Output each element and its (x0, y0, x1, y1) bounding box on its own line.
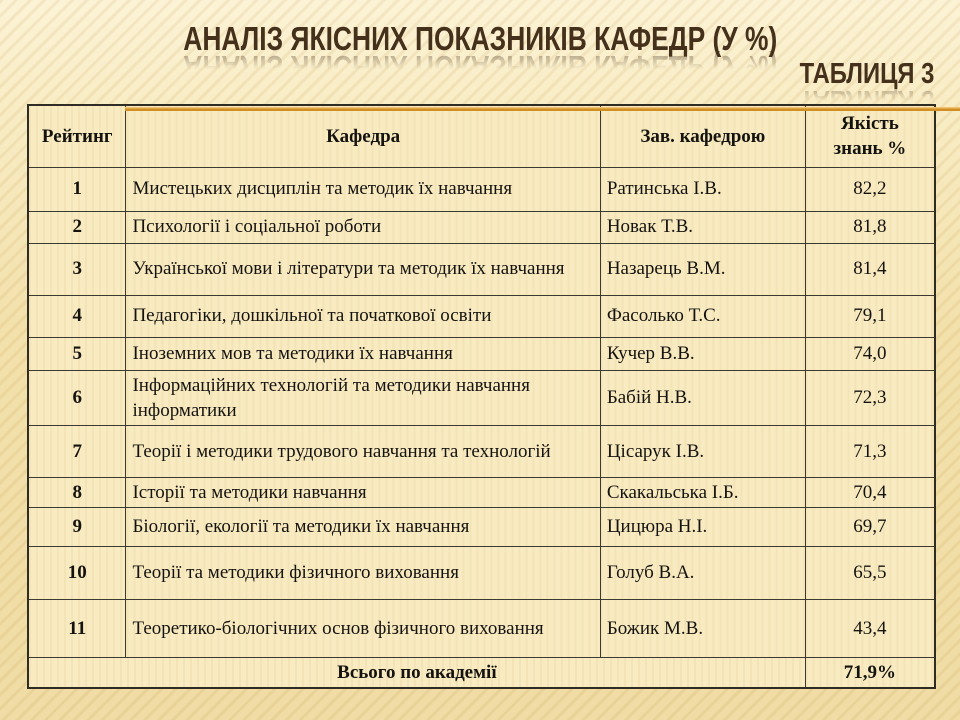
cell-department: Історії та методики навчання (126, 477, 600, 507)
cell-quality: 71,3 (805, 425, 935, 477)
cell-department: Психології і соціальної роботи (126, 211, 600, 243)
table-row (28, 477, 935, 507)
cell-head: Скакальська І.Б. (600, 477, 805, 507)
table-row (28, 425, 935, 477)
table-footer (28, 657, 935, 688)
cell-quality: 65,5 (805, 546, 935, 599)
cell-quality: 82,2 (805, 167, 935, 211)
table-row (28, 507, 935, 546)
page-subtitle-text: ТАБЛИЦЯ 3 (799, 58, 934, 90)
cell-quality: 72,3 (805, 370, 935, 425)
cell-rating: 10 (28, 546, 126, 599)
footer-total-label: Всього по академії (28, 657, 805, 688)
table-row (28, 295, 935, 337)
slide-title-block (0, 22, 960, 89)
cell-rating: 9 (28, 507, 126, 546)
cell-department: Теорії і методики трудового навчання та технологій (126, 425, 600, 477)
cell-department: Мистецьких дисциплін та методик їх навчання (126, 167, 600, 211)
cell-head: Бабій Н.В. (600, 370, 805, 425)
cell-rating: 8 (28, 477, 126, 507)
cell-department: Іноземних мов та методики їх навчання (126, 337, 600, 370)
table-body (28, 167, 935, 657)
cell-head: Ратинська І.В. (600, 167, 805, 211)
footer-total-value: 71,9% (805, 657, 935, 688)
cell-department: Теорії та методики фізичного виховання (126, 546, 600, 599)
cell-head: Назарець В.М. (600, 243, 805, 295)
table-row (28, 370, 935, 425)
cell-quality: 69,7 (805, 507, 935, 546)
page-title (0, 22, 960, 55)
cell-quality: 70,4 (805, 477, 935, 507)
cell-quality: 43,4 (805, 599, 935, 657)
table-row (28, 211, 935, 243)
page-subtitle (0, 60, 960, 89)
cell-quality: 81,4 (805, 243, 935, 295)
cell-rating: 7 (28, 425, 126, 477)
table-header-row (28, 105, 935, 167)
cell-head: Голуб В.А. (600, 546, 805, 599)
column-header-quality-line2: знань % (833, 138, 907, 160)
cell-head: Новак Т.В. (600, 211, 805, 243)
cell-department: Теоретико-біологічних основ фізичного виховання (126, 599, 600, 657)
cell-quality: 81,8 (805, 211, 935, 243)
cell-rating: 5 (28, 337, 126, 370)
quality-indicators-table (27, 104, 936, 689)
cell-department: Біології, екології та методики їх навчання (126, 507, 600, 546)
table-row (28, 337, 935, 370)
cell-rating: 3 (28, 243, 126, 295)
cell-head: Божик М.В. (600, 599, 805, 657)
table-row (28, 546, 935, 599)
page-title-text: АНАЛІЗ ЯКІСНИХ ПОКАЗНИКІВ КАФЕДР (У %) (182, 20, 778, 57)
table-container (27, 104, 936, 689)
table-footer-row (28, 657, 935, 688)
gold-divider-line (125, 107, 960, 111)
cell-department: Інформаційних технологій та методики навчання інформатики (126, 370, 600, 425)
cell-rating: 1 (28, 167, 126, 211)
column-header-head: Зав. кафедрою (600, 105, 805, 167)
cell-department: Української мови і літератури та методик їх навчання (126, 243, 600, 295)
column-header-department: Кафедра (126, 105, 600, 167)
cell-rating: 11 (28, 599, 126, 657)
table-row (28, 167, 935, 211)
cell-head: Кучер В.В. (600, 337, 805, 370)
cell-head: Цісарук І.В. (600, 425, 805, 477)
cell-quality: 74,0 (805, 337, 935, 370)
cell-head: Цицюра Н.І. (600, 507, 805, 546)
cell-department: Педагогіки, дошкільної та початкової освіти (126, 295, 600, 337)
cell-quality: 79,1 (805, 295, 935, 337)
table-header (28, 105, 935, 167)
cell-rating: 6 (28, 370, 126, 425)
column-header-quality (805, 105, 935, 167)
column-header-rating: Рейтинг (28, 105, 126, 167)
column-header-quality-line1: Якість (841, 113, 899, 135)
table-row (28, 243, 935, 295)
cell-head: Фасолько Т.С. (600, 295, 805, 337)
cell-rating: 2 (28, 211, 126, 243)
table-row (28, 599, 935, 657)
cell-rating: 4 (28, 295, 126, 337)
